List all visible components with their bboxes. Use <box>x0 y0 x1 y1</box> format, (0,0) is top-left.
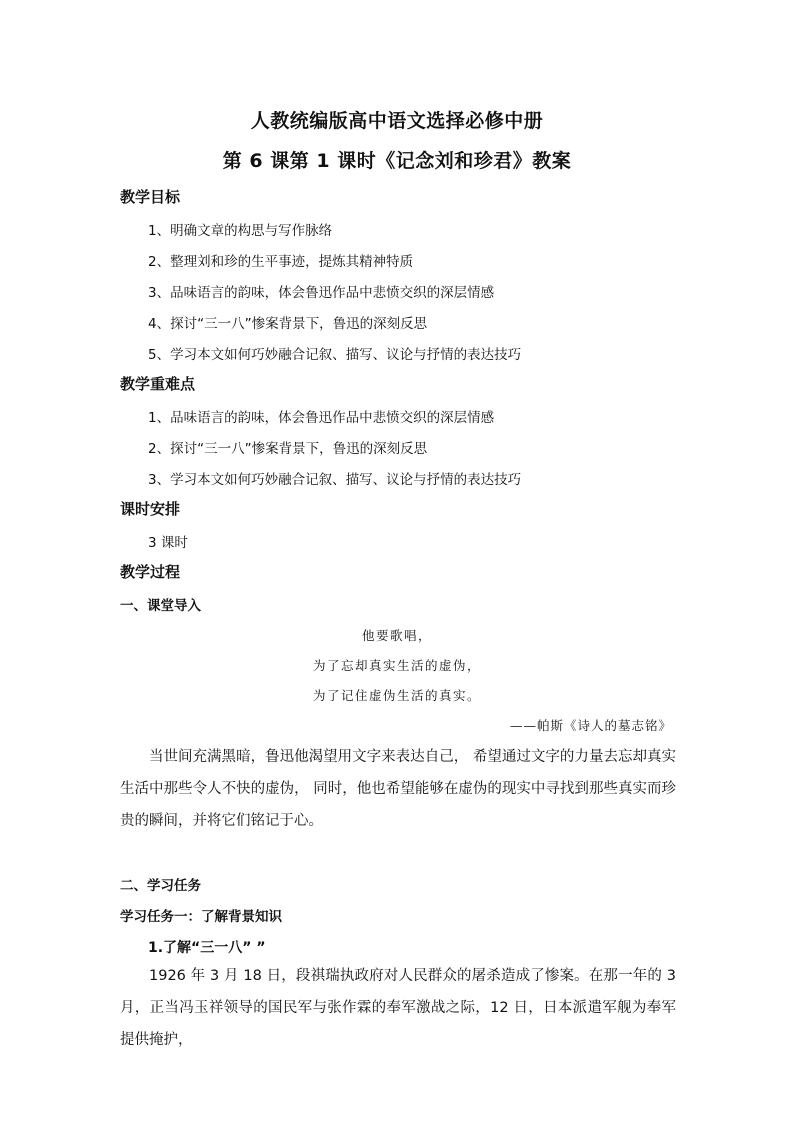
key-point-item: 1、品味语言的韵味，体会鲁迅作品中悲愤交织的深层情感 <box>148 410 495 426</box>
section1-heading: 一、课堂导入 <box>120 598 201 614</box>
section2-heading: 二、学习任务 <box>120 878 201 894</box>
goals-heading: 教学目标 <box>120 188 181 206</box>
background-paragraph: 1926 年 3 月 18 日，段祺瑞执政府对人民群众的屠杀造成了惨案。在那一年的 3 月，正当冯玉祥领导的国民军与张作霖的奉军激战之际，12 日，日本派遣军舰为奉军提供掩护， <box>120 968 676 1048</box>
poem-line: 他要歌唱， <box>361 628 432 643</box>
schedule-heading: 课时安排 <box>120 500 181 518</box>
key-points-heading: 教学重难点 <box>120 375 196 393</box>
goal-item: 4、探讨“三一八”惨案背景下，鲁迅的深刻反思 <box>148 316 428 332</box>
item1-heading: 1.了解“三一八” ” <box>148 940 266 956</box>
document-title-line1: 人教统编版高中语文选择必修中册 <box>250 110 544 132</box>
goal-item: 3、品味语言的韵味，体会鲁迅作品中悲愤交织的深层情感 <box>148 285 495 301</box>
task1-heading: 学习任务一：了解背景知识 <box>120 909 282 925</box>
process-heading: 教学过程 <box>120 563 181 581</box>
schedule-value: 3 课时 <box>148 535 188 551</box>
goal-item: 1、明确文章的构思与写作脉络 <box>148 223 333 239</box>
poem-line: 为了忘却真实生活的虚伪， <box>312 658 481 673</box>
goal-item: 5、学习本文如何巧妙融合记叙、描写、议论与抒情的表达技巧 <box>148 347 522 363</box>
goal-item: 2、整理刘和珍的生平事迹，提炼其精神特质 <box>148 254 414 270</box>
key-point-item: 3、学习本文如何巧妙融合记叙、描写、议论与抒情的表达技巧 <box>148 472 522 488</box>
poem-line: 为了记住虚伪生活的真实。 <box>312 688 481 703</box>
intro-paragraph: 当世间充满黑暗，鲁迅他渴望用文字来表达自己， 希望通过文字的力量去忘却真实生活中那些令人不快的虚伪， 同时，他也希望能够在虚伪的现实中寻找到那些真实而珍贵的瞬间，并将它们铭记于心。 <box>120 749 676 829</box>
key-point-item: 2、探讨“三一八”惨案背景下，鲁迅的深刻反思 <box>148 441 428 457</box>
document-title-line2: 第 6 课第 1 课时《记念刘和珍君》教案 <box>222 150 572 172</box>
poem-attribution: ——帕斯《诗人的墓志铭》 <box>509 718 672 733</box>
